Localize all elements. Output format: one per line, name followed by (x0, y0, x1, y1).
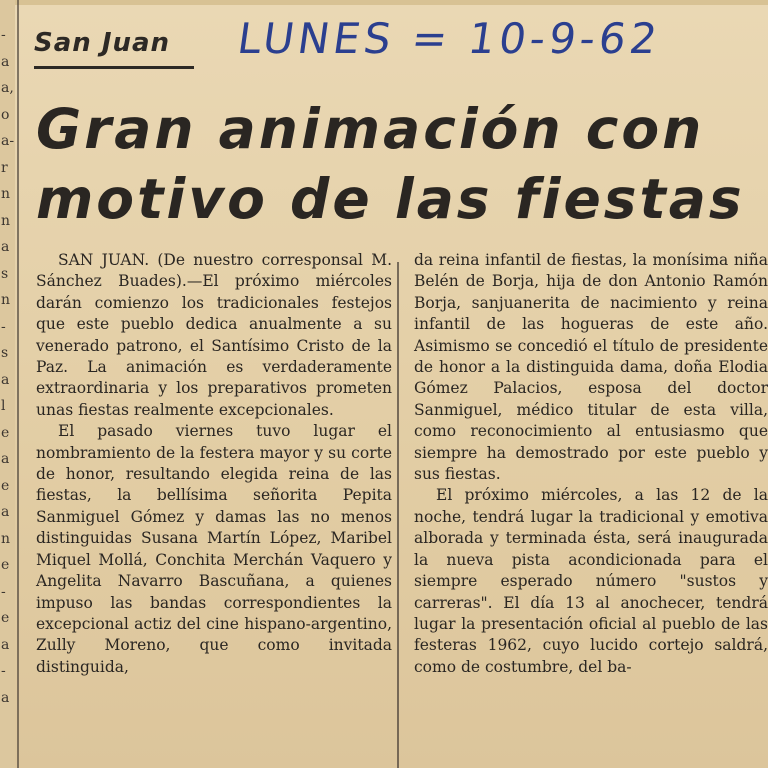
margin-letter: n (1, 212, 11, 229)
article-paragraph: SAN JUAN. (De nuestro corresponsal M. Sánchez Buades).—El próximo miércoles darán comienzo los tradicionales festejos que este pueblo dedica anualmente a su venerado patrono, el Santísimo Cristo de la Paz. La animación es verdaderamente extraordinaria y los preparativos prometen unas fiestas realmente excepcionales. (36, 251, 392, 419)
margin-letter: a (1, 504, 10, 520)
margin-letter: a (1, 451, 10, 467)
margin-letter: o (1, 106, 10, 123)
article-paragraph: da reina infantil de fiestas, la monísima niña Belén de Borja, hija de don Antonio Ramón Borja, sanjuanerita de nacimiento y reina infantil de las hogueras de este año. Asimismo se concedió el título de presidente de honor a la distinguida dama, doña Elodia Gómez Palacios, esposa del doctor Sanmiguel, médico titular de esta villa, como reconocimiento al entusiasmo que siempre ha demostrado por este pueblo y sus fiestas. (414, 251, 768, 484)
margin-letter: e (1, 610, 10, 626)
adjacent-column-edge (0, 0, 15, 768)
article-column-1 (36, 250, 392, 678)
headline (36, 94, 768, 234)
top-border (0, 0, 768, 5)
article-paragraph: El próximo miércoles, a las 12 de la noche, tendrá lugar la tradicional y emotiva alborada y terminada ésta, será inaugurada la nueva pista acondicionada para el siempre esperado número "sustos y carreras". El día 13 al anochecer, tendrá lugar la presentación oficial al pueblo de las festeras 1962, cuyo lucido cortejo saldrá, como de costumbre, del ba- (414, 486, 768, 676)
margin-letter: - (1, 663, 6, 679)
margin-letter: l (1, 398, 6, 414)
margin-letter: e (1, 557, 10, 573)
section-label: San Juan (34, 28, 171, 58)
margin-letter: n (1, 530, 11, 547)
headline-line-1: Gran animación con (36, 97, 705, 161)
margin-letter: a, (1, 80, 14, 96)
margin-letter: - (1, 27, 6, 43)
margin-letter: e (1, 477, 10, 494)
margin-letter: - (1, 583, 6, 600)
margin-letter: a (1, 53, 10, 70)
margin-letter: n (1, 186, 11, 202)
handwritten-date: LUNES = 10-9-62 (234, 14, 664, 63)
margin-letter: a (1, 689, 10, 706)
margin-letter: a (1, 371, 10, 388)
margin-letter: a (1, 239, 10, 255)
section-underline (34, 66, 194, 69)
margin-letter: n (1, 292, 11, 308)
article-paragraph: El pasado viernes tuvo lugar el nombramiento de la festera mayor y su corte de honor, resultando elegida reina de las fiestas, la bellísima señorita Pepita Sanmiguel Gómez y damas las no menos distinguidas Susana Martín López, Maribel Miquel Mollá, Conchita Merchán Vaquero y Angelita Navarro Bascuñana, a quienes impuso las bandas correspondientes la excepcional actiz del cine hispano-argentino, Zully Moreno, que como invitada distinguida, (36, 422, 392, 676)
margin-letter: a (1, 636, 10, 653)
margin-letter: r (1, 159, 8, 176)
headline-line-2: motivo de las fiestas (36, 167, 745, 231)
margin-letter: s (1, 345, 9, 361)
left-column-rule (17, 0, 19, 768)
margin-letter: a- (1, 133, 15, 149)
margin-letter: - (1, 318, 6, 335)
article-column-2 (414, 250, 768, 678)
margin-letter: s (1, 265, 9, 282)
column-rule (397, 262, 399, 768)
margin-letter: e (1, 424, 10, 441)
